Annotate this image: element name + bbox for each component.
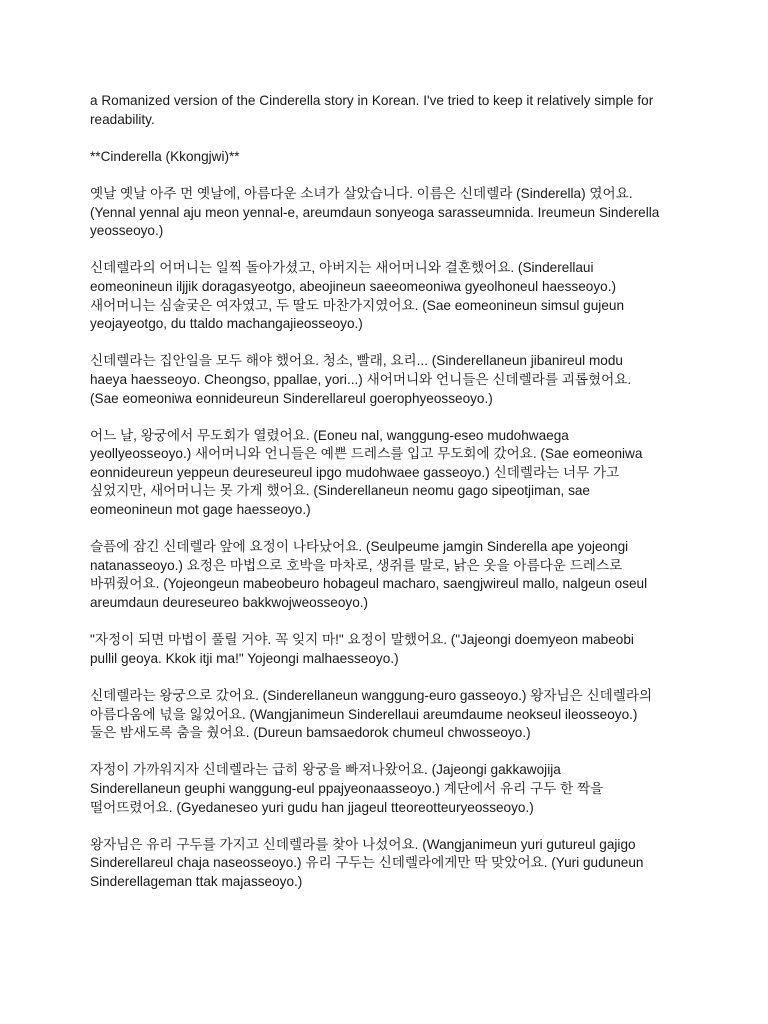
story-title <box>90 148 680 167</box>
text-line: 새어머니는 심술궂은 여자였고, 두 딸도 마찬가지였어요. (Sae eomeonineun simsul gujeun <box>90 297 625 313</box>
text-line: 떨어뜨렸어요. (Gyedaneseo yuri gudu han jjageul tteoreotteuryeosseoyo.) <box>90 799 534 815</box>
text-line: 슬픔에 잠긴 신데렐라 앞에 요정이 나타났어요. (Seulpeume jamgin Sinderella ape yojeongi <box>90 539 629 555</box>
text-line: 바꿔줬어요. (Yojeongeun mabeobeuro hobageul macharo, saengjwireul mallo, nalgeun oseul <box>90 576 648 592</box>
story-paragraph <box>90 538 680 612</box>
text-line: 싶었지만, 새어머니는 못 가게 했어요. (Sinderellaneun neomu gago sipeotjiman, sae <box>90 483 590 499</box>
document-body <box>90 92 680 910</box>
text-line: 자정이 가까워지자 신데렐라는 급히 왕궁을 빠져나왔어요. (Jajeongi gakkawojija <box>90 762 561 778</box>
text-line: Sinderellageman ttak majasseoyo.) <box>90 873 303 889</box>
text-line: "자정이 되면 마법이 풀릴 거야. 꼭 잊지 마!" 요정이 말했어요. ("Jajeongi doemyeon mabeobi <box>90 632 634 648</box>
story-paragraph <box>90 352 680 408</box>
text-line: **Cinderella (Kkongjwi)** <box>90 148 240 164</box>
text-line: 어느 날, 왕궁에서 무도회가 열렸어요. (Eoneu nal, wanggung-eseo mudohwaega <box>90 427 569 443</box>
text-line: (Yennal yennal aju meon yennal-e, areumdaun sonyeoga sarasseumnida. Ireumeun Sinderella <box>90 204 660 220</box>
text-line: 아름다움에 넋을 잃었어요. (Wangjanimeun Sinderellaui areumdaume neokseul ileosseoyo.) <box>90 706 638 722</box>
intro-paragraph <box>90 92 680 129</box>
text-line: yeojayeotgo, du ttaldo machangajieosseoyo.) <box>90 316 363 332</box>
text-line: 둘은 밤새도록 춤을 췄어요. (Dureun bamsaedorok chumeul chwosseoyo.) <box>90 725 531 741</box>
story-paragraph <box>90 836 680 892</box>
text-line: 왕자님은 유리 구두를 가지고 신데렐라를 찾아 나섰어요. (Wangjanimeun yuri gutureul gajigo <box>90 836 636 852</box>
text-line: natanasseoyo.) 요정은 마법으로 호박을 마차로, 생쥐를 말로, 낡은 옷을 아름다운 드레스로 <box>90 557 623 573</box>
story-paragraph <box>90 687 680 743</box>
story-paragraph <box>90 761 680 817</box>
story-paragraph <box>90 259 680 333</box>
text-line: 신데렐라는 집안일을 모두 해야 했어요. 청소, 빨래, 요리... (Sinderellaneun jibanireul modu <box>90 353 623 369</box>
text-line: eomeonineun mot gage haesseoyo.) <box>90 502 311 518</box>
text-line: areumdaun deureseureo bakkwojweosseoyo.) <box>90 595 369 611</box>
story-paragraph <box>90 185 680 241</box>
text-line: yeosseoyo.) <box>90 223 164 239</box>
text-line: 신데렐라는 왕궁으로 갔어요. (Sinderellaneun wanggung-euro gasseoyo.) 왕자님은 신데렐라의 <box>90 688 653 703</box>
text-line: eonnideureun yeppeun deureseureul ipgo mudohwaee gasseoyo.) 신데렐라는 너무 가고 <box>90 464 620 480</box>
story-paragraph <box>90 427 680 520</box>
text-line: 신데렐라의 어머니는 일찍 돌아가셨고, 아버지는 새어머니와 결혼했어요. (Sinderellaui <box>90 260 594 276</box>
text-line: 옛날 옛날 아주 먼 옛날에, 아름다운 소녀가 살았습니다. 이름은 신데렐라 (Sinderella) 였어요. <box>90 185 633 201</box>
text-line: haeya haesseoyo. Cheongso, ppallae, yori...) 새어머니와 언니들은 신데렐라를 괴롭혔어요. <box>90 371 632 387</box>
text-line: eomeonineun iljjik doragasyeotgo, abeojineun saeeomeoniwa gyeolhoneul haesseoyo.) <box>90 278 616 294</box>
text-line: readability. <box>90 111 155 127</box>
text-line: pullil geoya. Kkok itji ma!" Yojeongi malhaesseoyo.) <box>90 650 399 666</box>
text-line: (Sae eomeoniwa eonnideureun Sinderellareul goerophyeosseoyo.) <box>90 390 493 406</box>
text-line: Sinderellaneun geuphi wanggung-eul ppajyeonaasseoyo.) 계단에서 유리 구두 한 짝을 <box>90 780 604 796</box>
text-line: yeollyeosseoyo.) 새어머니와 언니들은 예쁜 드레스를 입고 무도회에 갔어요. (Sae eomeoniwa <box>90 446 643 462</box>
story-paragraph <box>90 631 680 668</box>
text-line: a Romanized version of the Cinderella story in Korean. I've tried to keep it relatively simple for <box>90 93 654 108</box>
text-line: Sinderellareul chaja naseosseoyo.) 유리 구두는 신데렐라에게만 딱 맞았어요. (Yuri guduneun <box>90 855 644 871</box>
